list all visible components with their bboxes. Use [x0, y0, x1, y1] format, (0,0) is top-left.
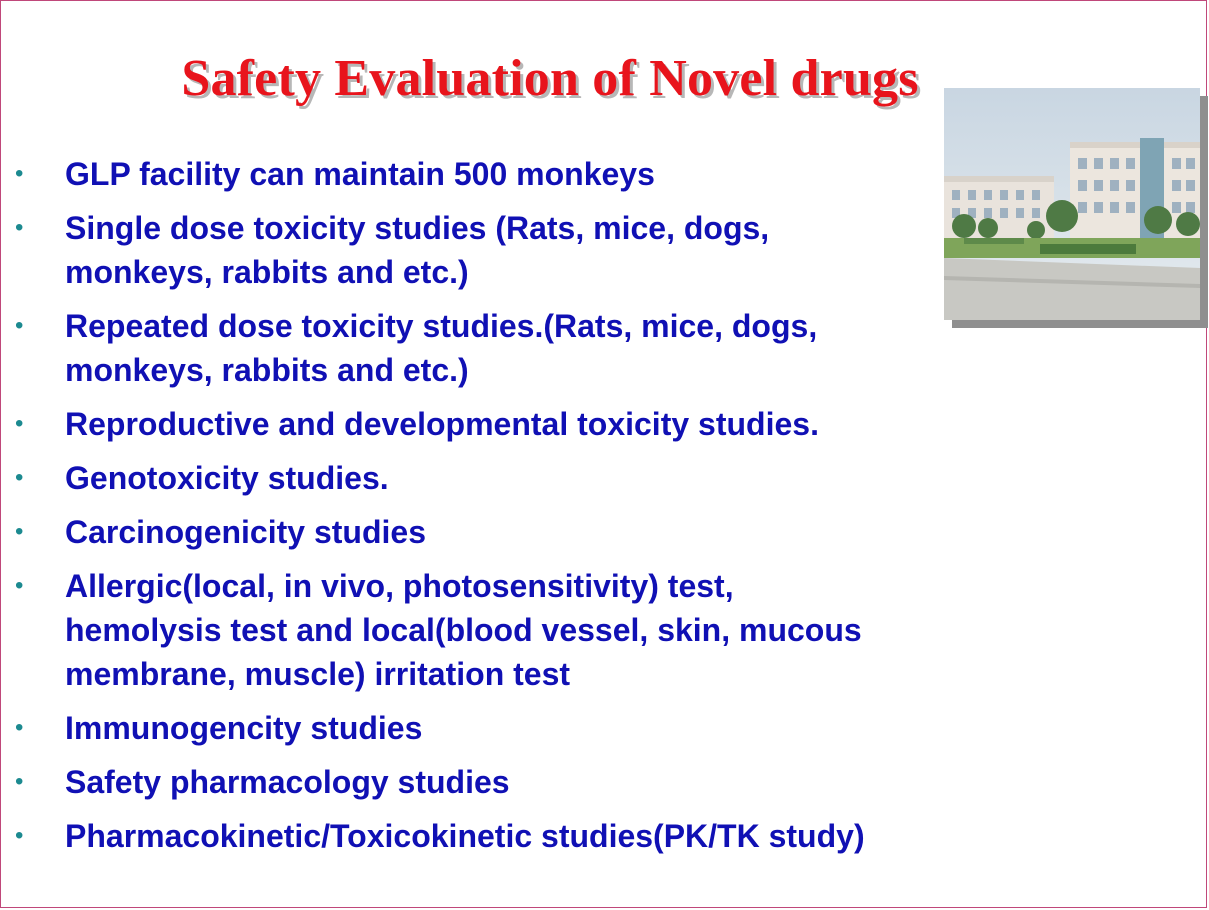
bullet-text: Immunogencity studies: [65, 710, 423, 746]
bullet-text: GLP facility can maintain 500 monkeys: [65, 156, 655, 192]
slide-title: Safety Evaluation of Novel drugs: [181, 49, 919, 107]
bullet-list: [0, 152, 1050, 868]
bullet-item-single-dose: [0, 206, 1050, 294]
bullet-dot: •: [15, 518, 24, 545]
bullet-dot: •: [15, 410, 24, 437]
bullet-text: Reproductive and developmental toxicity studies.: [65, 406, 819, 442]
bullet-item-allergic: [0, 564, 1050, 696]
bullet-item-repeated-dose: [0, 304, 1050, 392]
bullet-item-reproductive: [0, 402, 1050, 446]
bullet-dot: •: [15, 822, 24, 849]
bullet-text: Pharmacokinetic/Toxicokinetic studies(PK/TK study): [65, 818, 865, 854]
bullet-text: Genotoxicity studies.: [65, 460, 389, 496]
bullet-item-carcinogenicity: [0, 510, 1050, 554]
bullet-dot: •: [15, 214, 24, 241]
bullet-dot: •: [15, 464, 24, 491]
bullet-dot: •: [15, 714, 24, 741]
bullet-text: Allergic(local, in vivo, photosensitivity) test,: [65, 568, 734, 604]
bullet-text: membrane, muscle) irritation test: [65, 656, 571, 692]
bullet-text: Safety pharmacology studies: [65, 764, 510, 800]
bullet-dot: •: [15, 572, 24, 599]
bullet-item-pk-tk: [0, 814, 1050, 858]
bullet-text: Repeated dose toxicity studies.(Rats, mice, dogs,: [65, 308, 818, 344]
bullet-text: Single dose toxicity studies (Rats, mice, dogs,: [65, 210, 770, 246]
bullet-item-immunogencity: [0, 706, 1050, 750]
bullet-text: Carcinogenicity studies: [65, 514, 426, 550]
bullet-item-glp-facility: [0, 152, 1050, 196]
bullet-item-safety-pharmacology: [0, 760, 1050, 804]
bullet-text: monkeys, rabbits and etc.): [65, 352, 469, 388]
bullet-item-genotoxicity: [0, 456, 1050, 500]
bullet-text: monkeys, rabbits and etc.): [65, 254, 469, 290]
bullet-dot: •: [15, 160, 24, 187]
bullet-text: hemolysis test and local(blood vessel, skin, mucous: [65, 612, 862, 648]
bullet-dot: •: [15, 768, 24, 795]
bullet-dot: •: [15, 312, 24, 339]
